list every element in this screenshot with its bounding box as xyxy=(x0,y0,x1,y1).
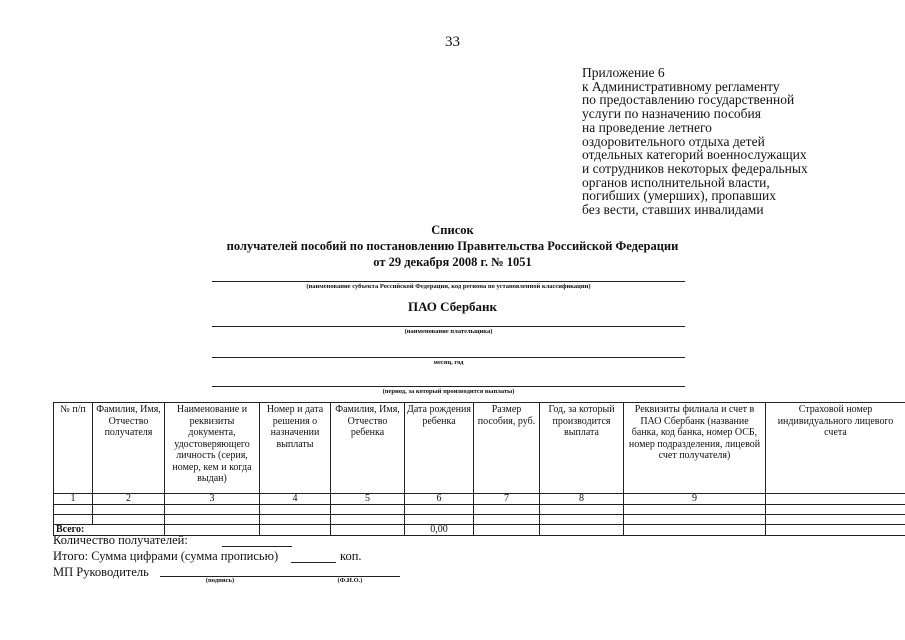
recipients-table xyxy=(53,402,905,536)
document-title xyxy=(0,222,905,270)
table-cell xyxy=(766,525,905,536)
column-number: 6 xyxy=(405,494,474,505)
table-cell xyxy=(766,505,905,515)
appendix-line: Приложение 6 xyxy=(582,65,665,80)
column-number: 5 xyxy=(331,494,405,505)
title-line-1: Список xyxy=(431,223,474,237)
month-year-line xyxy=(212,357,685,358)
total-sum-line xyxy=(291,562,336,563)
header-cell: Фамилия, Имя, Отчество получателя xyxy=(93,403,165,494)
appendix-line: оздоровительного отдыха детей xyxy=(582,133,765,149)
payer-line xyxy=(212,326,685,327)
column-number: 9 xyxy=(624,494,766,505)
table-cell xyxy=(93,515,165,525)
subject-caption: (наименование субъекта Российской Федерации, код региона по установленной классификации) xyxy=(306,283,591,290)
table-cell xyxy=(474,515,540,525)
kop-label: коп. xyxy=(340,549,362,563)
signature-caption: (подпись) xyxy=(205,577,235,584)
table-cell xyxy=(474,505,540,515)
table-cell xyxy=(766,515,905,525)
column-number-row xyxy=(54,494,905,505)
table-row xyxy=(54,505,905,515)
table-cell xyxy=(54,505,93,515)
payer-caption: (наименование плательщика) xyxy=(404,328,493,335)
table-cell xyxy=(405,505,474,515)
table-cell xyxy=(540,515,624,525)
page-number: 33 xyxy=(445,34,460,50)
table-cell xyxy=(165,505,260,515)
table-cell xyxy=(474,525,540,536)
table-cell xyxy=(331,505,405,515)
period-line xyxy=(212,386,685,387)
total-sum-label: Итого: Сумма цифрами (сумма прописью) xyxy=(53,549,279,563)
appendix-line: на проведение летнего xyxy=(582,119,712,135)
header-cell: Номер и дата решения о назначении выплаты xyxy=(260,403,331,494)
table-cell xyxy=(624,515,766,525)
column-number xyxy=(766,494,905,505)
header-cell: Дата рождения ребенка xyxy=(405,403,474,494)
table-header-row xyxy=(54,403,905,494)
table-cell xyxy=(331,515,405,525)
appendix-line: к Административному регламенту xyxy=(582,78,780,94)
appendix-line: по предоставлению государственной xyxy=(582,92,795,108)
appendix-header xyxy=(582,66,808,217)
title-line-2: получателей пособий по постановлению Правительства Российской Федерации xyxy=(226,239,679,253)
table-cell xyxy=(331,525,405,536)
name-caption: (Ф.И.О.) xyxy=(337,577,363,584)
total-label: Всего: xyxy=(54,525,165,536)
header-cell: № п/п xyxy=(54,403,93,494)
appendix-line: погибших (умерших), пропавших xyxy=(582,188,777,204)
table-cell xyxy=(93,505,165,515)
appendix-line: и сотрудников некоторых федеральных xyxy=(582,160,808,176)
header-cell: Размер пособия, руб. xyxy=(474,403,540,494)
recipients-count-line xyxy=(222,546,292,547)
column-number: 7 xyxy=(474,494,540,505)
column-number: 2 xyxy=(93,494,165,505)
table-cell xyxy=(540,505,624,515)
table-cell xyxy=(540,525,624,536)
table-cell xyxy=(624,505,766,515)
header-cell: Наименование и реквизиты документа, удостоверяющего личность (серия, номер, кем и когда выдан) xyxy=(165,403,260,494)
total-amount: 0,00 xyxy=(405,525,474,536)
table-cell xyxy=(260,515,331,525)
appendix-line: органов исполнительной власти, xyxy=(582,174,770,190)
table-cell xyxy=(54,515,93,525)
table-cell xyxy=(260,505,331,515)
column-number: 4 xyxy=(260,494,331,505)
period-caption: (период, за который производится выплаты) xyxy=(382,388,515,395)
manager-label: МП Руководитель xyxy=(53,565,149,579)
appendix-line: отдельных категорий военнослужащих xyxy=(582,147,807,163)
table-cell xyxy=(165,515,260,525)
subject-line xyxy=(212,281,685,282)
header-cell: Страховой номер индивидуального лицевого счета xyxy=(766,403,905,494)
column-number: 1 xyxy=(54,494,93,505)
header-cell: Год, за который производится выплата xyxy=(540,403,624,494)
table-cell xyxy=(260,525,331,536)
column-number: 3 xyxy=(165,494,260,505)
header-cell: Реквизиты филиала и счет в ПАО Сбербанк (название банка, код банка, номер ОСБ, номер подразделения, лицевой счет получателя) xyxy=(624,403,766,494)
recipients-count-label: Количество получателей: xyxy=(53,533,188,547)
table-cell xyxy=(624,525,766,536)
payer-name: ПАО Сбербанк xyxy=(407,299,498,314)
column-number: 8 xyxy=(540,494,624,505)
table-row xyxy=(54,515,905,525)
title-line-3: от 29 декабря 2008 г. № 1051 xyxy=(373,255,532,269)
table-cell xyxy=(405,515,474,525)
header-cell: Фамилия, Имя, Отчество ребенка xyxy=(331,403,405,494)
appendix-line: услуги по назначению пособия xyxy=(582,106,761,122)
appendix-line: без вести, ставших инвалидами xyxy=(582,202,764,218)
month-year-caption: месяц, год xyxy=(433,359,464,366)
